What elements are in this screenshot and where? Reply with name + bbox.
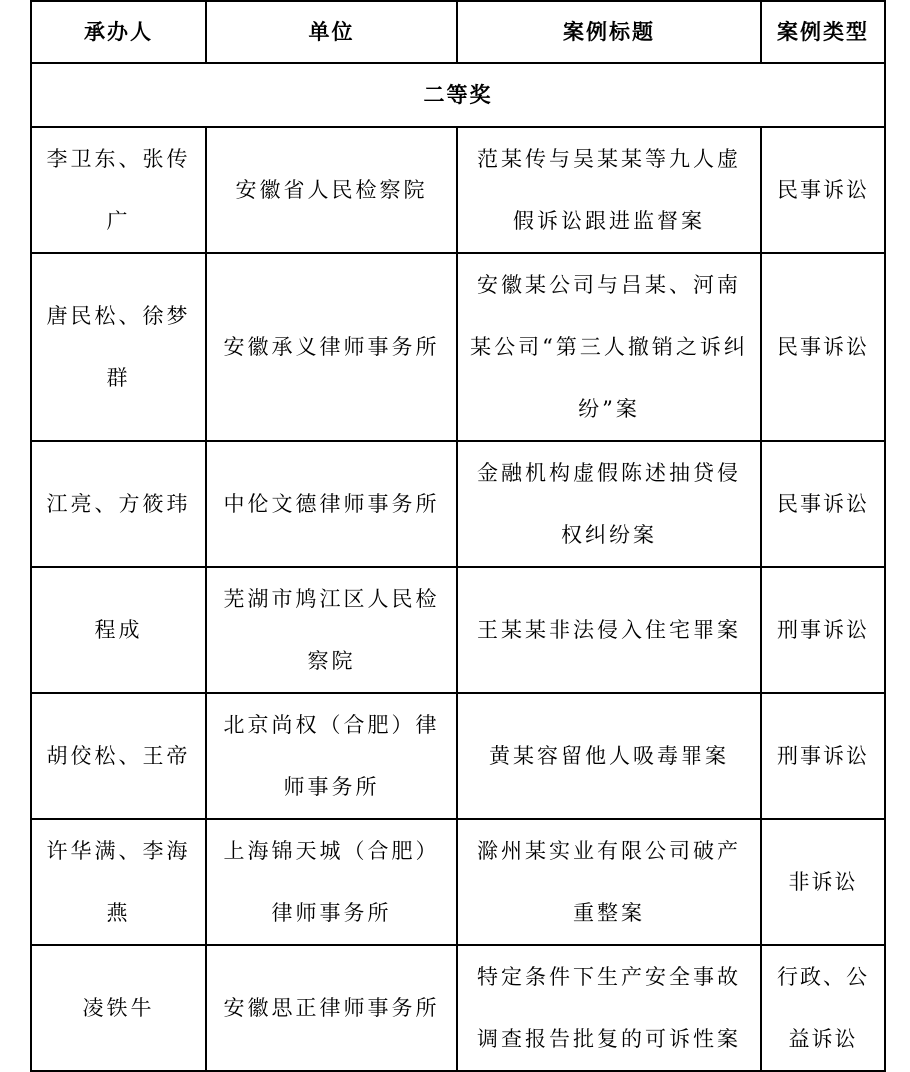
cell-title: 滁州某实业有限公司破产重整案 [457, 819, 761, 945]
cell-title: 安徽某公司与吕某、河南某公司“第三人撤销之诉纠纷”案 [457, 253, 761, 441]
cell-unit: 安徽承义律师事务所 [206, 253, 457, 441]
table-row [31, 253, 885, 441]
header-type: 案例类型 [761, 1, 885, 63]
section-label: 二等奖 [31, 63, 885, 127]
cell-unit: 上海锦天城（合肥）律师事务所 [206, 819, 457, 945]
table-row [31, 127, 885, 253]
table-row [31, 693, 885, 819]
cell-title: 金融机构虚假陈述抽贷侵权纠纷案 [457, 441, 761, 567]
cell-handler: 许华满、李海燕 [31, 819, 206, 945]
cell-type: 民事诉讼 [761, 127, 885, 253]
cell-type: 非诉讼 [761, 819, 885, 945]
award-table [30, 0, 886, 1072]
cell-unit: 安徽思正律师事务所 [206, 945, 457, 1071]
table-row [31, 945, 885, 1071]
cell-handler: 江亮、方筱玮 [31, 441, 206, 567]
header-title: 案例标题 [457, 1, 761, 63]
header-unit: 单位 [206, 1, 457, 63]
cell-handler: 胡佼松、王帝 [31, 693, 206, 819]
cell-type: 民事诉讼 [761, 441, 885, 567]
table-row [31, 819, 885, 945]
header-handler: 承办人 [31, 1, 206, 63]
header-row [31, 1, 885, 63]
cell-title: 王某某非法侵入住宅罪案 [457, 567, 761, 693]
cell-handler: 唐民松、徐梦群 [31, 253, 206, 441]
cell-handler: 程成 [31, 567, 206, 693]
cell-handler: 李卫东、张传广 [31, 127, 206, 253]
cell-unit: 芜湖市鸠江区人民检察院 [206, 567, 457, 693]
cell-title: 黄某容留他人吸毒罪案 [457, 693, 761, 819]
cell-type: 刑事诉讼 [761, 693, 885, 819]
table-row [31, 567, 885, 693]
cell-title: 特定条件下生产安全事故调查报告批复的可诉性案 [457, 945, 761, 1071]
cell-unit: 安徽省人民检察院 [206, 127, 457, 253]
section-row [31, 63, 885, 127]
cell-type: 民事诉讼 [761, 253, 885, 441]
cell-unit: 北京尚权（合肥）律师事务所 [206, 693, 457, 819]
cell-type: 行政、公益诉讼 [761, 945, 885, 1071]
table-row [31, 441, 885, 567]
cell-type: 刑事诉讼 [761, 567, 885, 693]
cell-handler: 凌铁牛 [31, 945, 206, 1071]
cell-title: 范某传与吴某某等九人虚假诉讼跟进监督案 [457, 127, 761, 253]
cell-unit: 中伦文德律师事务所 [206, 441, 457, 567]
